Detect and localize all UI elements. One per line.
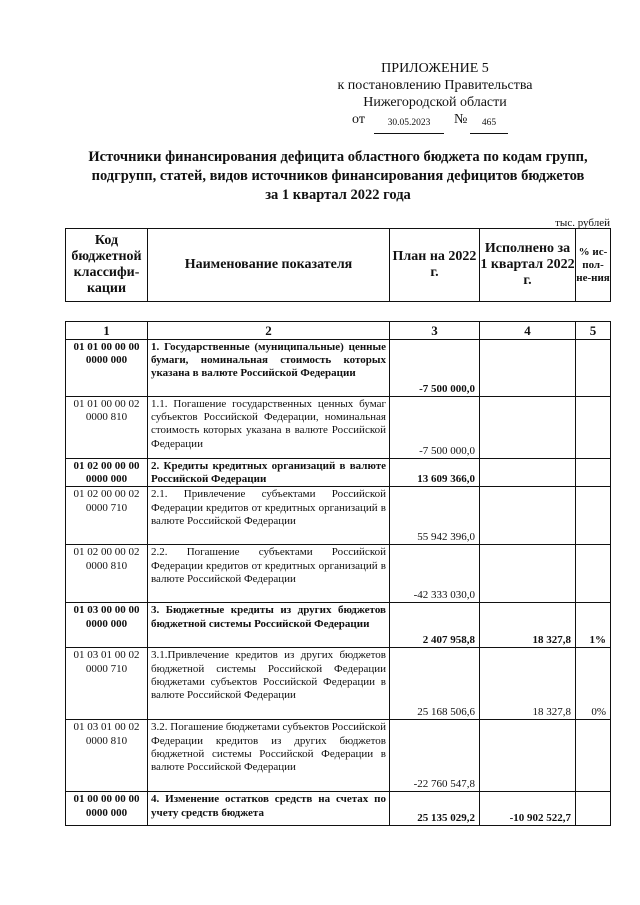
cell-code: 01 02 00 00 00 0000 000 <box>66 459 148 487</box>
cell-plan: 13 609 366,0 <box>390 459 480 487</box>
cell-code: 01 01 00 00 02 0000 810 <box>66 397 148 459</box>
table-row <box>66 397 611 459</box>
cell-code: 01 02 00 00 02 0000 810 <box>66 545 148 603</box>
cell-name: 2.1. Привлечение субъектами Российской Федерации кредитов от кредитных организаций в валюте Российской Федерации <box>148 487 390 545</box>
decree-date: 30.05.2023 <box>374 115 444 134</box>
table-row <box>66 720 611 792</box>
col-number: 2 <box>148 322 390 340</box>
header-table <box>65 228 611 302</box>
header-name: Наименование показателя <box>148 229 390 302</box>
header-plan: План на 2022 г. <box>390 229 480 302</box>
title-line-1: Источники финансирования дефицита областного бюджета по кодам групп, <box>88 149 588 165</box>
cell-percent <box>576 459 611 487</box>
title-line-3: за 1 квартал 2022 года <box>265 187 411 203</box>
cell-name: 1.1. Погашение государственных ценных бумаг субъектов Российской Федерации, номинальная стоимость которых указана в валюте Российской Федерации <box>148 397 390 459</box>
appendix-title: ПРИЛОЖЕНИЕ 5 <box>381 61 489 76</box>
cell-name: 2. Кредиты кредитных организаций в валюте Российской Федерации <box>148 459 390 487</box>
cell-code: 01 00 00 00 00 0000 000 <box>66 792 148 826</box>
cell-done <box>480 397 576 459</box>
cell-done: 18 327,8 <box>480 603 576 648</box>
col-number: 1 <box>66 322 148 340</box>
table-row <box>66 487 611 545</box>
cell-plan: 25 135 029,2 <box>390 792 480 826</box>
cell-name: 2.2. Погашение субъектами Российской Федерации кредитов от кредитных организаций в валюте Российской Федерации <box>148 545 390 603</box>
table-row <box>66 603 611 648</box>
number-label: № <box>454 112 468 127</box>
cell-plan: -22 760 547,8 <box>390 720 480 792</box>
appendix-line-1: к постановлению Правительства <box>337 78 533 93</box>
title-line-2: подгрупп, статей, видов источников финансирования дефицитов бюджетов <box>91 168 585 184</box>
col-number: 5 <box>576 322 611 340</box>
cell-plan: -42 333 030,0 <box>390 545 480 603</box>
cell-percent <box>576 340 611 397</box>
table-row <box>66 648 611 720</box>
cell-done: 18 327,8 <box>480 648 576 720</box>
column-numbers-row <box>66 322 611 340</box>
cell-done <box>480 720 576 792</box>
cell-percent <box>576 720 611 792</box>
table-row <box>66 792 611 826</box>
cell-done <box>480 340 576 397</box>
table-row <box>66 459 611 487</box>
document-title <box>64 148 612 205</box>
appendix-line-2: Нижегородской области <box>363 95 507 110</box>
header-done: Исполнено за 1 квартал 2022 г. <box>480 229 576 302</box>
cell-percent <box>576 487 611 545</box>
cell-plan: 55 942 396,0 <box>390 487 480 545</box>
appendix-block <box>300 60 570 128</box>
cell-percent <box>576 545 611 603</box>
cell-plan: 25 168 506,6 <box>390 648 480 720</box>
cell-percent: 1% <box>576 603 611 648</box>
cell-name: 1. Государственные (муниципальные) ценные бумаги, номинальная стоимость которых указана в валюте Российской Федерации <box>148 340 390 397</box>
from-label: от <box>352 112 365 127</box>
cell-done <box>480 459 576 487</box>
cell-plan: -7 500 000,0 <box>390 340 480 397</box>
cell-name: 4. Изменение остатков средств на счетах по учету средств бюджета <box>148 792 390 826</box>
units-label: тыс. рублей <box>555 217 610 229</box>
cell-code: 01 03 01 00 02 0000 810 <box>66 720 148 792</box>
appendix-signature-line <box>300 111 570 128</box>
cell-code: 01 03 01 00 02 0000 710 <box>66 648 148 720</box>
cell-percent <box>576 792 611 826</box>
cell-code: 01 01 00 00 00 0000 000 <box>66 340 148 397</box>
cell-name: 3.1.Привлечение кредитов из других бюджетов бюджетной системы Российской Федерации бюджетами субъектов Российской Федерации в валюте Российской Федерации <box>148 648 390 720</box>
decree-number: 465 <box>470 115 508 134</box>
cell-percent: 0% <box>576 648 611 720</box>
col-number: 4 <box>480 322 576 340</box>
cell-name: 3.2. Погашение бюджетами субъектов Российской Федерации кредитов из других бюджетов бюджетной системы Российской Федерации в валюте Российской Федерации <box>148 720 390 792</box>
cell-plan: 2 407 958,8 <box>390 603 480 648</box>
cell-done: -10 902 522,7 <box>480 792 576 826</box>
col-number: 3 <box>390 322 480 340</box>
cell-code: 01 03 00 00 00 0000 000 <box>66 603 148 648</box>
cell-percent <box>576 397 611 459</box>
cell-name: 3. Бюджетные кредиты из других бюджетов бюджетной системы Российской Федерации <box>148 603 390 648</box>
data-table <box>65 321 611 826</box>
cell-plan: -7 500 000,0 <box>390 397 480 459</box>
header-percent: % ис-пол-не-ния <box>576 229 611 302</box>
header-code: Код бюджетной классифи-кации <box>66 229 148 302</box>
table-row <box>66 340 611 397</box>
cell-done <box>480 487 576 545</box>
cell-done <box>480 545 576 603</box>
cell-code: 01 02 00 00 02 0000 710 <box>66 487 148 545</box>
table-row <box>66 545 611 603</box>
